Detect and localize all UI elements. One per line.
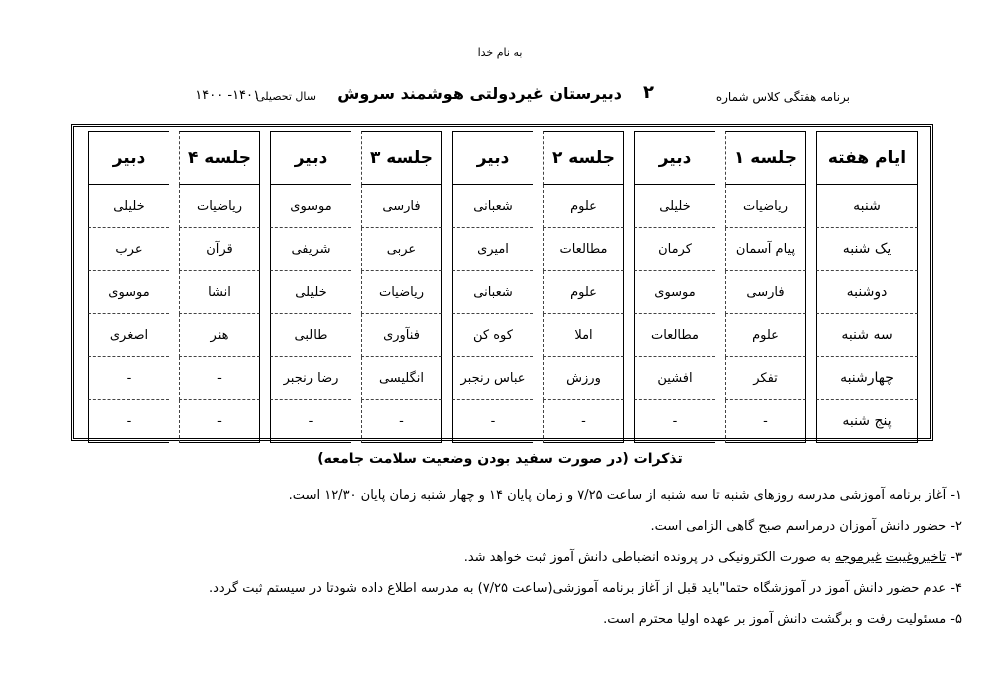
note-number: ۳- bbox=[950, 550, 962, 565]
column-header: دبیر bbox=[270, 131, 351, 185]
teacher-cell: شعبانی bbox=[452, 185, 533, 228]
teacher-cell: اصغری bbox=[88, 314, 169, 357]
day-cell: دوشنبه bbox=[816, 271, 918, 314]
subject-cell: قرآن bbox=[179, 228, 260, 271]
column-header: دبیر bbox=[634, 131, 715, 185]
subject-cell: ریاضیات bbox=[361, 271, 442, 314]
subject-cell: علوم bbox=[725, 314, 806, 357]
subject-cell: فنآوری bbox=[361, 314, 442, 357]
subject-cell: - bbox=[179, 357, 260, 400]
subject-cell: هنر bbox=[179, 314, 260, 357]
teacher-cell: عباس رنجبر bbox=[452, 357, 533, 400]
teacher-cell: خلیلی bbox=[88, 185, 169, 228]
notes-list bbox=[62, 480, 962, 635]
school-name: دبیرستان غیردولتی هوشمند سروش bbox=[337, 84, 622, 103]
title-prefix: برنامه هفتگی کلاس شماره bbox=[715, 90, 850, 104]
note-item bbox=[62, 542, 962, 573]
subject-cell: عربی bbox=[361, 228, 442, 271]
note-text: به صورت الکترونیکی در پرونده انضباطی دانش آموز ثبت خواهد شد. bbox=[463, 550, 831, 565]
column-header: جلسه ۳ bbox=[361, 131, 442, 185]
teacher-cell: خلیلی bbox=[270, 271, 351, 314]
subject-cell: مطالعات bbox=[543, 228, 624, 271]
column-header: جلسه ۱ bbox=[725, 131, 806, 185]
teacher-cell: خلیلی bbox=[634, 185, 715, 228]
teacher-cell: رضا رنجبر bbox=[270, 357, 351, 400]
teacher-cell: مطالعات bbox=[634, 314, 715, 357]
academic-year-value: ۱۴۰۱- ۱۴۰۰ bbox=[195, 88, 260, 103]
bismillah-text: به نام خدا bbox=[477, 46, 523, 59]
subject-cell: املا bbox=[543, 314, 624, 357]
day-cell: شنبه bbox=[816, 185, 918, 228]
table-row bbox=[88, 185, 918, 228]
subject-cell: - bbox=[543, 400, 624, 443]
teacher-cell: موسوی bbox=[270, 185, 351, 228]
teacher-cell: - bbox=[452, 400, 533, 443]
table-row bbox=[88, 271, 918, 314]
table-row bbox=[88, 357, 918, 400]
table-row bbox=[88, 314, 918, 357]
day-cell: پنج شنبه bbox=[816, 400, 918, 443]
subject-cell: - bbox=[361, 400, 442, 443]
subject-cell: انشا bbox=[179, 271, 260, 314]
day-cell: یک شنبه bbox=[816, 228, 918, 271]
teacher-cell: - bbox=[270, 400, 351, 443]
teacher-cell: کوه کن bbox=[452, 314, 533, 357]
teacher-cell: امیری bbox=[452, 228, 533, 271]
subject-cell: ریاضیات bbox=[725, 185, 806, 228]
weekly-schedule-table bbox=[71, 124, 933, 441]
subject-cell: - bbox=[725, 400, 806, 443]
academic-year-label: سال تحصیلی bbox=[256, 90, 316, 103]
table-row bbox=[88, 228, 918, 271]
note-item: ۲- حضور دانش آموزان درمراسم صبح گاهی الزامی است. bbox=[650, 519, 962, 534]
notes-title: تذکرات (در صورت سفید بودن وضعیت سلامت جامعه) bbox=[317, 451, 683, 467]
teacher-cell: عرب bbox=[88, 228, 169, 271]
subject-cell: - bbox=[179, 400, 260, 443]
column-header: دبیر bbox=[452, 131, 533, 185]
day-cell: سه شنبه bbox=[816, 314, 918, 357]
teacher-cell: شریفی bbox=[270, 228, 351, 271]
table-header-row bbox=[88, 131, 918, 185]
column-header: ایام هفته bbox=[816, 131, 918, 185]
teacher-cell: شعبانی bbox=[452, 271, 533, 314]
subject-cell: ورزش bbox=[543, 357, 624, 400]
note-item: ۴- عدم حضور دانش آموز در آموزشگاه حتما"باید قبل از آغاز برنامه آموزشی(ساعت ۷/۲۵) به مدرسه اطلاع داده شودتا در سیستم ثبت گردد. bbox=[209, 581, 962, 596]
teacher-cell: طالبی bbox=[270, 314, 351, 357]
teacher-cell: - bbox=[88, 400, 169, 443]
table-row bbox=[88, 400, 918, 443]
subject-cell: علوم bbox=[543, 271, 624, 314]
subject-cell: فارسی bbox=[361, 185, 442, 228]
column-header: جلسه ۲ bbox=[543, 131, 624, 185]
day-cell: چهارشنبه bbox=[816, 357, 918, 400]
teacher-cell: موسوی bbox=[88, 271, 169, 314]
column-header: جلسه ۴ bbox=[179, 131, 260, 185]
subject-cell: ریاضیات bbox=[179, 185, 260, 228]
teacher-cell: افشین bbox=[634, 357, 715, 400]
teacher-cell: موسوی bbox=[634, 271, 715, 314]
subject-cell: فارسی bbox=[725, 271, 806, 314]
note-item: ۱- آغاز برنامه آموزشی مدرسه روزهای شنبه تا سه شنبه از ساعت ۷/۲۵ و زمان پایان ۱۴ و چهار شنبه زمان پایان ۱۲/۳۰ است. bbox=[288, 488, 962, 503]
subject-cell: تفکر bbox=[725, 357, 806, 400]
subject-cell: علوم bbox=[543, 185, 624, 228]
note-underlined-text: غیرموجه bbox=[835, 550, 882, 565]
teacher-cell: - bbox=[88, 357, 169, 400]
column-header: دبیر bbox=[88, 131, 169, 185]
note-underlined-text: تاخیروغیبت bbox=[885, 550, 947, 565]
subject-cell: انگلیسی bbox=[361, 357, 442, 400]
class-number: ۲ bbox=[643, 82, 654, 103]
note-item: ۵- مسئولیت رفت و برگشت دانش آموز بر عهده اولیا محترم است. bbox=[603, 612, 962, 627]
subject-cell: پیام آسمان bbox=[725, 228, 806, 271]
teacher-cell: - bbox=[634, 400, 715, 443]
teacher-cell: کرمان bbox=[634, 228, 715, 271]
schedule-title bbox=[160, 82, 850, 108]
